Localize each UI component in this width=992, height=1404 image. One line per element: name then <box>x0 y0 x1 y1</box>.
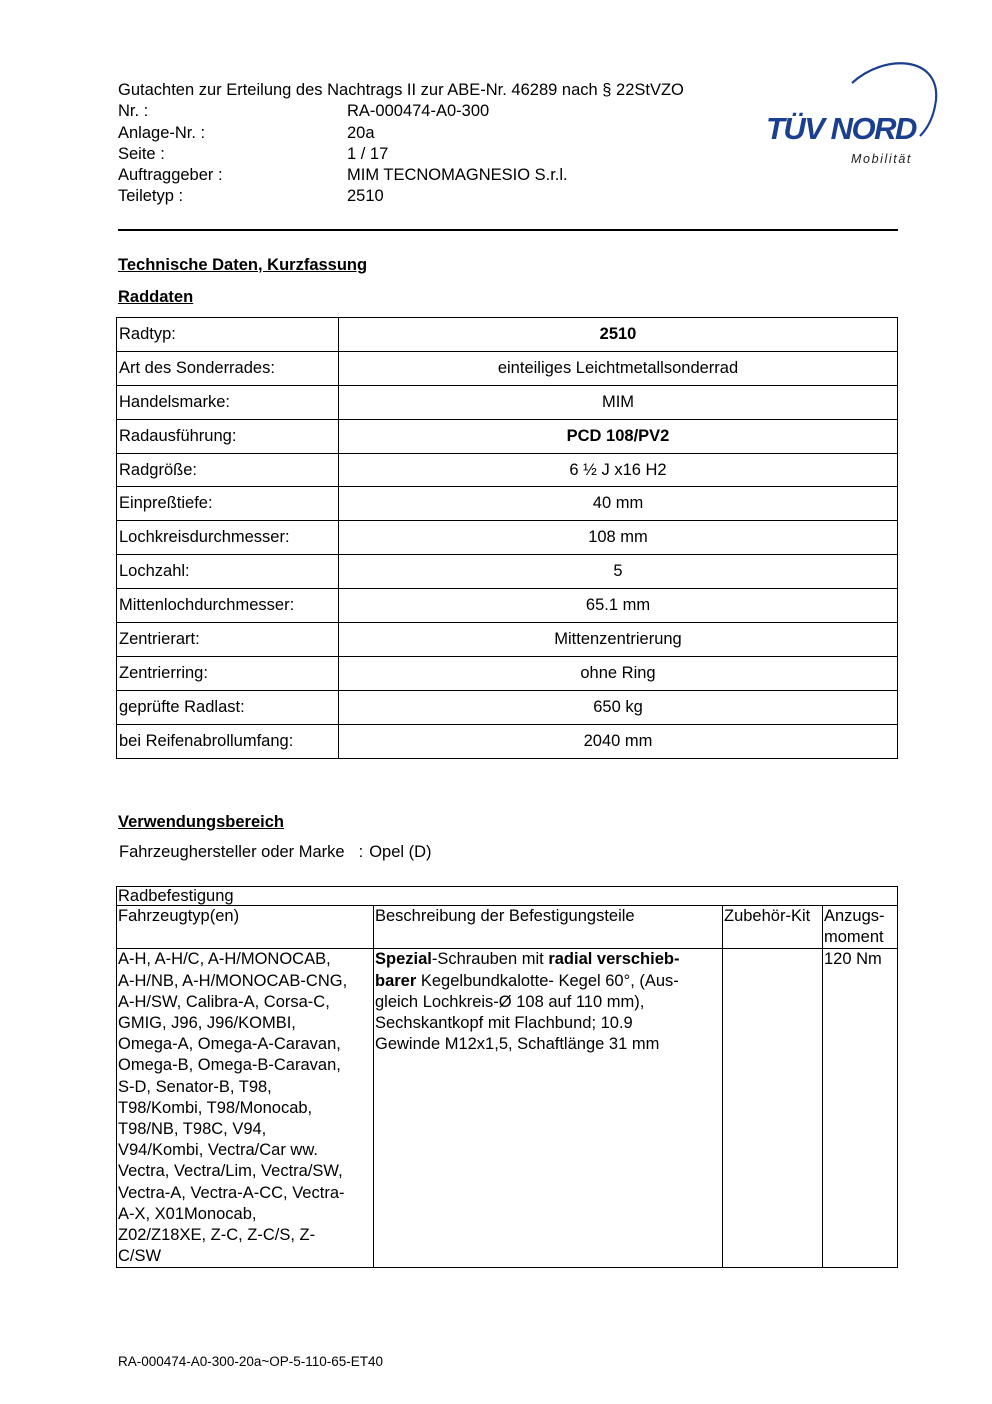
table-row <box>117 690 898 724</box>
section-raddaten: Raddaten <box>118 288 194 306</box>
section-technische-daten: Technische Daten, Kurzfassung <box>118 256 368 274</box>
table-row <box>117 318 898 352</box>
tuv-nord-logo <box>760 58 945 173</box>
header-label: Auftraggeber : <box>118 166 223 185</box>
header-row-teiletyp <box>118 186 684 207</box>
raddaten-label: Radtyp: <box>117 318 339 352</box>
raddaten-value: Mittenzentrierung <box>339 623 898 657</box>
logo-sub-text: Mobilität <box>851 152 912 166</box>
fahrzeugtyp-line: C/SW <box>118 1247 162 1266</box>
beschreibung-bold: barer <box>375 971 417 990</box>
document-header <box>118 80 684 208</box>
fahrzeugtyp-line: Vectra-A, Vectra-A-CC, Vectra- <box>118 1183 345 1202</box>
raddaten-label: Radausführung: <box>117 419 339 453</box>
header-value: RA-000474-A0-300 <box>347 102 490 121</box>
table-row <box>117 487 898 521</box>
fahrzeugtyp-line: Z02/Z18XE, Z-C, Z-C/S, Z- <box>118 1226 316 1245</box>
document-footer: RA-000474-A0-300-20a~OP-5-110-65-ET40 <box>118 1354 384 1369</box>
raddaten-label: geprüfte Radlast: <box>117 690 339 724</box>
beschreibung-text: -Schrauben mit <box>431 950 549 969</box>
raddaten-label: Handelsmarke: <box>117 385 339 419</box>
logo-brand-text: TÜV NORD <box>766 111 916 146</box>
beschreibung-cell <box>374 949 723 1268</box>
table-row <box>117 521 898 555</box>
beschreibung-line: Sechskantkopf mit Flachbund; 10.9 <box>375 1014 633 1033</box>
header-label: Teiletyp : <box>118 187 184 206</box>
raddaten-label: bei Reifenabrollumfang: <box>117 724 339 758</box>
column-header-anzugsmoment <box>823 906 898 949</box>
raddaten-value: 2040 mm <box>339 724 898 758</box>
raddaten-label: Lochzahl: <box>117 555 339 589</box>
fahrzeugtyp-line: A-H, A-H/C, A-H/MONOCAB, <box>118 950 331 969</box>
table-row <box>117 453 898 487</box>
table-row <box>117 623 898 657</box>
raddaten-label: Art des Sonderrades: <box>117 351 339 385</box>
table-row <box>117 555 898 589</box>
raddaten-label: Radgröße: <box>117 453 339 487</box>
raddaten-label: Mittenlochdurchmesser: <box>117 589 339 623</box>
raddaten-label: Einpreßtiefe: <box>117 487 339 521</box>
header-row-auftraggeber <box>118 165 684 186</box>
hersteller-value: Opel (D) <box>369 843 432 861</box>
fahrzeugtyp-line: T98/NB, T98C, V94, <box>118 1120 267 1139</box>
anzugsmoment-header-line: Anzugs- <box>824 907 885 925</box>
fahrzeughersteller-line <box>119 843 432 862</box>
column-header-zubehoer-kit: Zubehör-Kit <box>723 906 823 949</box>
header-value: 20a <box>347 123 375 142</box>
table-row <box>117 351 898 385</box>
beschreibung-line <box>375 971 722 992</box>
header-value: 2510 <box>347 187 384 206</box>
fahrzeugtyp-line: S-D, Senator-B, T98, <box>118 1077 272 1096</box>
section-verwendungsbereich: Verwendungsbereich <box>118 813 284 831</box>
fahrzeugtyp-line: GMIG, J96, J96/KOMBI, <box>118 1014 296 1033</box>
header-row-anlage <box>118 123 684 144</box>
raddaten-value: 6 ½ J x16 H2 <box>339 453 898 487</box>
table-row <box>117 656 898 690</box>
zubehoer-kit-cell <box>723 949 823 1268</box>
hersteller-label: Fahrzeughersteller oder Marke <box>119 843 345 861</box>
beschreibung-text: Kegelbundkalotte- Kegel 60°, (Aus- <box>416 971 679 990</box>
column-header-fahrzeugtyp: Fahrzeugtyp(en) <box>117 906 374 949</box>
raddaten-value: 5 <box>339 555 898 589</box>
table-row <box>117 419 898 453</box>
raddaten-label: Lochkreisdurchmesser: <box>117 521 339 555</box>
header-label: Nr. : <box>118 102 149 121</box>
raddaten-value: 40 mm <box>339 487 898 521</box>
header-divider <box>118 229 898 231</box>
anzugsmoment-header-line: moment <box>824 928 884 947</box>
fahrzeugtyp-line: Omega-B, Omega-B-Caravan, <box>118 1056 341 1075</box>
table-header-row <box>117 906 898 949</box>
table-row <box>117 385 898 419</box>
header-row-nr <box>118 101 684 122</box>
hersteller-separator: : <box>358 843 364 861</box>
tuv-nord-logo-graphic <box>760 58 945 173</box>
anzugsmoment-cell: 120 Nm <box>823 949 898 1268</box>
header-label: Anlage-Nr. : <box>118 123 206 142</box>
header-row-seite <box>118 144 684 165</box>
beschreibung-bold: Spezial <box>375 950 432 969</box>
fahrzeugtyp-line: V94/Kombi, Vectra/Car ww. <box>118 1141 318 1160</box>
beschreibung-line: Gewinde M12x1,5, Schaftlänge 31 mm <box>375 1035 660 1054</box>
fahrzeugtyp-line: T98/Kombi, T98/Monocab, <box>118 1098 313 1117</box>
raddaten-label: Zentrierart: <box>117 623 339 657</box>
raddaten-value: 108 mm <box>339 521 898 555</box>
gutachten-title: Gutachten zur Erteilung des Nachtrags II zur ABE-Nr. 46289 nach § 22StVZO <box>118 81 684 99</box>
fahrzeugtyp-line: A-H/NB, A-H/MONOCAB-CNG, <box>118 971 348 990</box>
raddaten-value: MIM <box>339 385 898 419</box>
raddaten-value: PCD 108/PV2 <box>339 419 898 453</box>
raddaten-table <box>116 317 898 759</box>
fahrzeugtyp-line: Omega-A, Omega-A-Caravan, <box>118 1035 341 1054</box>
table-row <box>117 949 898 1268</box>
fahrzeugtyp-line: A-H/SW, Calibra-A, Corsa-C, <box>118 992 330 1011</box>
table-row <box>117 724 898 758</box>
fahrzeugtyp-line: A-X, X01Monocab, <box>118 1204 257 1223</box>
fahrzeugtypen-cell <box>117 949 374 1268</box>
fahrzeugtyp-line: Vectra, Vectra/Lim, Vectra/SW, <box>118 1162 343 1181</box>
radbefestigung-title: Radbefestigung <box>117 887 898 906</box>
table-row <box>117 589 898 623</box>
raddaten-value: einteiliges Leichtmetallsonderrad <box>339 351 898 385</box>
column-header-beschreibung: Beschreibung der Befestigungsteile <box>374 906 723 949</box>
beschreibung-line: gleich Lochkreis-Ø 108 auf 110 mm), <box>375 992 645 1011</box>
raddaten-value: 2510 <box>339 318 898 352</box>
header-label: Seite : <box>118 144 165 163</box>
radbefestigung-table <box>116 886 898 1268</box>
raddaten-value: ohne Ring <box>339 656 898 690</box>
beschreibung-line <box>375 949 722 970</box>
header-value: 1 / 17 <box>347 144 389 163</box>
beschreibung-bold: radial verschieb- <box>548 950 680 969</box>
header-value: MIM TECNOMAGNESIO S.r.l. <box>347 166 568 185</box>
raddaten-label: Zentrierring: <box>117 656 339 690</box>
raddaten-value: 65.1 mm <box>339 589 898 623</box>
table-row <box>117 887 898 906</box>
raddaten-value: 650 kg <box>339 690 898 724</box>
